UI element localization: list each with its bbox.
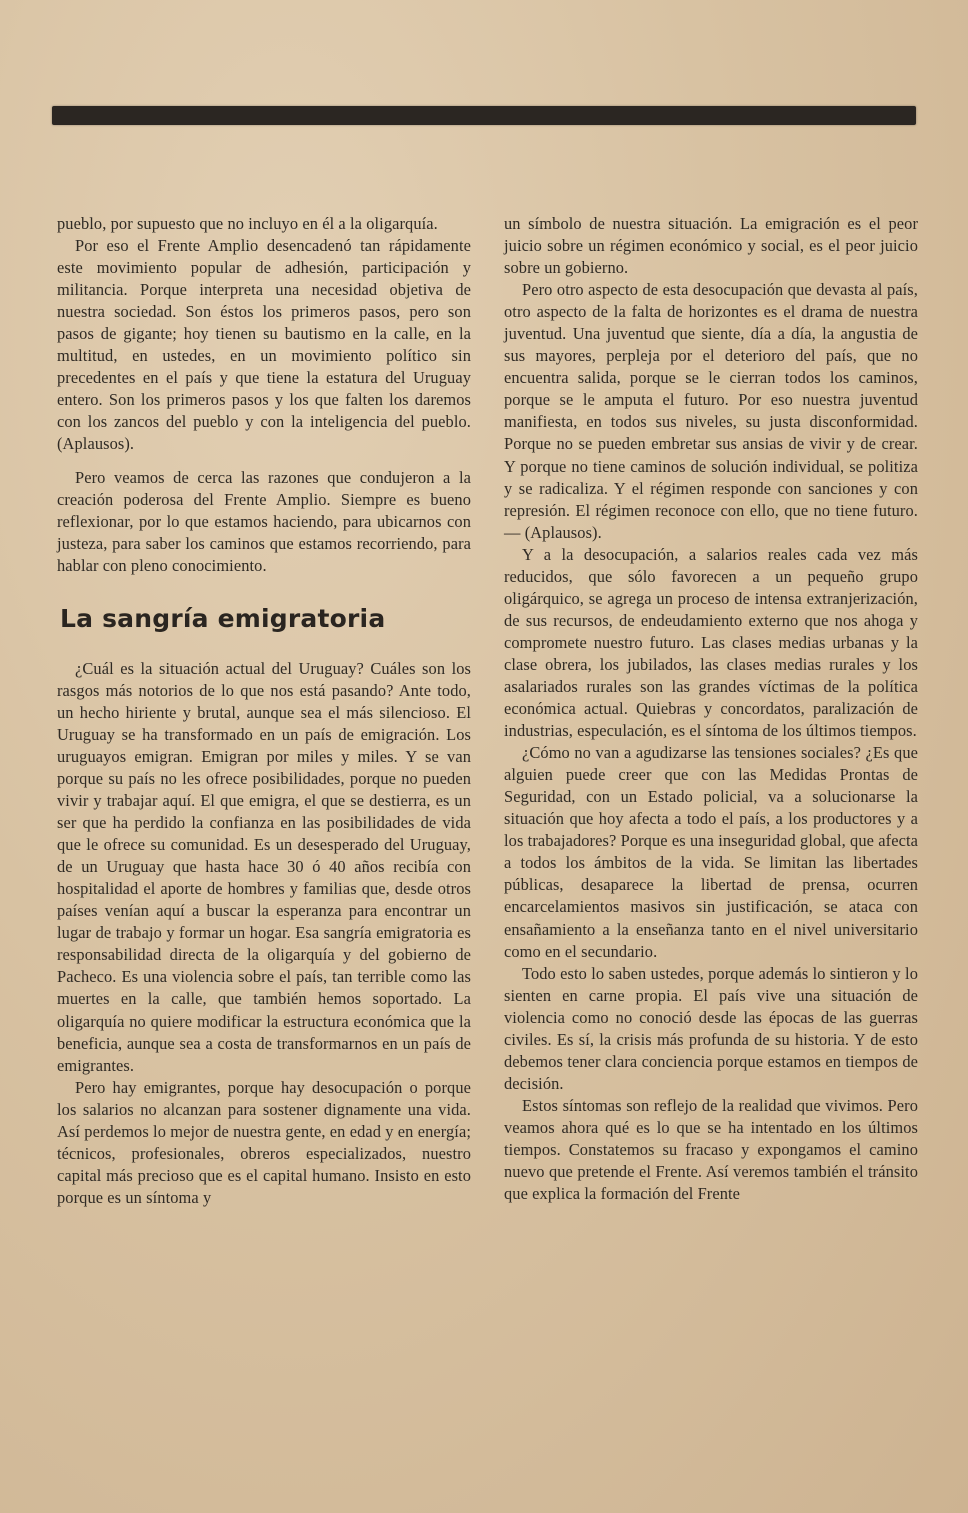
right-column (504, 213, 918, 1205)
paragraph: Todo esto lo saben ustedes, porque además lo sintieron y lo sienten en carne propia. El país vive una situación de violencia como no conoció desde las épocas de las guerras civiles. Es sí, la crisis más profunda de su historia. Y de esto debemos tener clara conciencia porque estamos en tiempos de decisión. (504, 963, 918, 1093)
paragraph: un símbolo de nuestra situación. La emigración es el peor juicio sobre un régimen económico y social, es el peor juicio sobre un gobierno. (504, 214, 918, 278)
section-heading: La sangría emigratoria (60, 603, 386, 633)
paragraph: ¿Cuál es la situación actual del Uruguay? Cuáles son los rasgos más notorios de lo que nos está pasando? Ante todo, un hecho hiriente y brutal, aunque sea el más silencioso. El Uruguay se ha transformado en un país de emigración. Los uruguayos emigran. Emigran por miles y miles. Y se van porque su país no les ofrece posibilidades, porque no pueden vivir y trabajar aquí. El que emigra, el que se destierra, es un ser que ha perdido la confianza en las posibilidades de vida que le ofrece su comunidad. Es un desesperado del Uruguay, de un Uruguay que hasta hace 30 ó 40 años recibía con hospitalidad el aporte de hombres y familias que, desde otros países venían aquí a buscar la esperanza para encontrar un lugar de trabajo y formar un hogar. Esa sangría emigratoria es responsabilidad directa de la oligarquía y del gobierno de Pacheco. Es una violencia sobre el país, tan terrible como las muertes en la calle, que también hemos soportado. La oligarquía no quiere modificar la estructura económica que la beneficia, aunque sea a costa de transformarnos en un país de emigrantes. (57, 658, 471, 1075)
paragraph: Pero veamos de cerca las razones que condujeron a la creación poderosa del Frente Amplio. Siempre es bueno reflexionar, por lo que estamos haciendo, para ubicarnos con justeza, para saber los caminos que estamos recorriendo, para hablar con pleno conocimiento. (57, 467, 471, 575)
paragraph: Estos síntomas son reflejo de la realidad que vivimos. Pero veamos ahora qué es lo que se ha intentado en los últimos tiempos. Constatemos su fracaso y expongamos el camino nuevo que pretende el Frente. Así veremos también el tránsito que explica la formación del Frente (504, 1095, 918, 1204)
paragraph: Pero otro aspecto de esta desocupación que devasta al país, otro aspecto de la falta de horizontes es el drama de nuestra juventud. Una juventud que siente, día a día, la angustia de sus mayores, perpleja por el deterioro del país, que no encuentra salida, porque se le cierran todos los caminos, porque se le amputa el futuro. Por eso nuestra juventud manifiesta, en todos sus niveles, su justa disconformidad. Porque no se pueden embretar sus ansias de vivir y de crear. Y porque no tiene caminos de solución individual, se politiza y se radicaliza. Y el régimen responde con sanciones y con represión. El régimen reconoce con ello, que no tiene futuro. — (Aplausos). (504, 280, 918, 542)
left-column (57, 213, 471, 1209)
paragraph: Por eso el Frente Amplio desencadenó tan rápidamente este movimiento popular de adhesión, participación y militancia. Porque interpreta una necesidad objetiva de nuestra sociedad. Son éstos los primeros pasos, pero son pasos de gigante; hoy tienen su bautismo en la calle, en la multitud, en ustedes, en un movimiento político sin precedentes en el país y que tiene la estatura del Uruguay entero. Son los primeros pasos y los que falten los daremos con los zancos del pueblo y con la inteligencia del pueblo. (Aplausos). (57, 236, 471, 454)
paragraph: Y a la desocupación, a salarios reales cada vez más reducidos, que sólo favorecen a un pequeño grupo oligárquico, se agrega un proceso de intensa extranjerización, de sus recursos, de endeudamiento externo que nos ahoga y compromete nuestro futuro. Las clases medias urbanas y la clase obrera, los jubilados, las clases medias rurales y los asalariados rurales son las grandes víctimas de la política económica actual. Quiebras y concordatos, paralización de industrias, especulación, es el síntoma de los últimos tiempos. (504, 544, 918, 741)
paragraph: pueblo, por supuesto que no incluyo en él a la oligarquía. (57, 214, 438, 233)
paragraph: Pero hay emigrantes, porque hay desocupación o porque los salarios no alcanzan para sostener dignamente una vida. Así perdemos lo mejor de nuestra gente, en edad y en energía; técnicos, profesionales, obreros especializados, nuestro capital más precioso que es el capital humano. Insisto en esto porque es un síntoma y (57, 1077, 471, 1207)
header-rule (52, 106, 916, 125)
paragraph: ¿Cómo no van a agudizarse las tensiones sociales? ¿Es que alguien puede creer que con las Medidas Prontas de Seguridad, con un Estado policial, va a solucionarse la situación que hoy afecta a todo el país, a los productores y a los trabajadores? Porque es una inseguridad global, que afecta a todos los ámbitos de la vida. Se limitan las libertades públicas, desaparece la libertad de prensa, ocurren encarcelamientos masivos sin justificación, se ataca con ensañamiento a la enseñanza tanto en el nivel universitario como en el secundario. (504, 743, 918, 961)
